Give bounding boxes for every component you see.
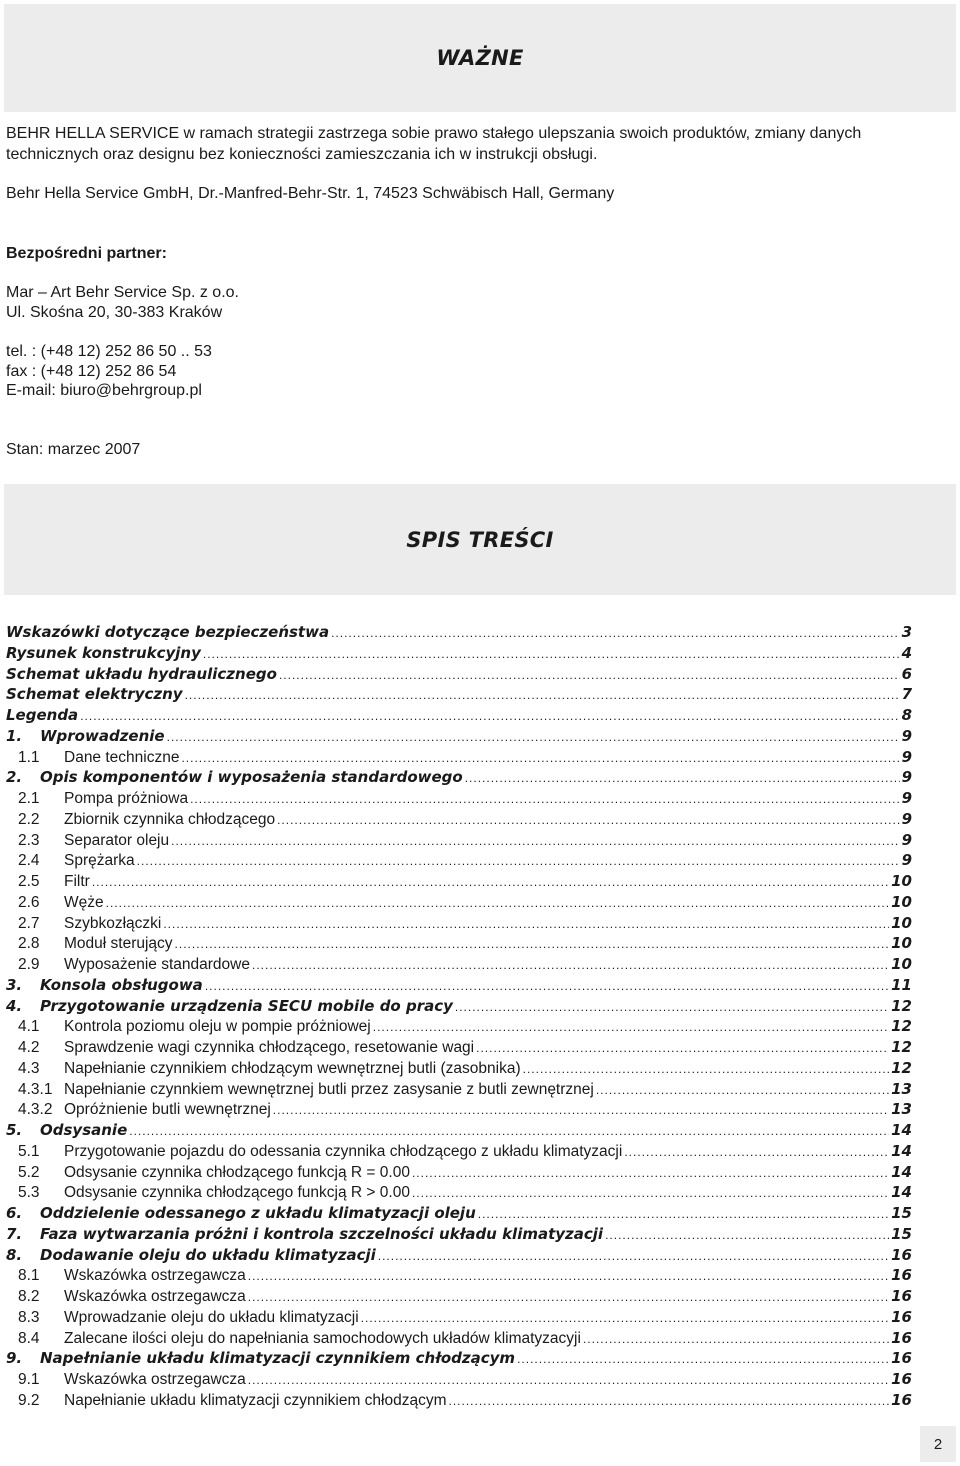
company-address: Behr Hella Service GmbH, Dr.-Manfred-Behr-Str. 1, 74523 Schwäbisch Hall, Germany xyxy=(6,185,615,202)
toc-leader-dots xyxy=(171,831,899,852)
toc-entry[interactable] xyxy=(6,1182,912,1203)
toc-entry-number: 2.8 xyxy=(18,935,40,953)
toc-entry[interactable] xyxy=(6,892,912,913)
page-title: WAŻNE xyxy=(436,46,524,70)
notice-line-2: technicznych oraz designu bez konieczności zamieszczania ich w instrukcji obsługi. xyxy=(6,146,598,163)
toc-entry-page: 10 xyxy=(891,934,912,953)
toc-leader-dots xyxy=(517,1349,889,1370)
toc-entry-number: 8.2 xyxy=(18,1288,40,1305)
toc-entry-label: Wyposażenie standardowe xyxy=(64,956,250,973)
toc-entry[interactable] xyxy=(6,767,912,788)
toc-entry-page: 10 xyxy=(891,913,912,932)
toc-entry-number: 2.7 xyxy=(18,914,40,932)
toc-entry-page: 16 xyxy=(891,1287,912,1305)
partner-street: Ul. Skośna 20, 30-383 Kraków xyxy=(6,304,223,321)
toc-entry-label: Odsysanie czynnika chłodzącego funkcją R > 0.00 xyxy=(64,1184,410,1202)
toc-leader-dots xyxy=(605,1225,889,1246)
toc-leader-dots xyxy=(137,851,900,872)
toc-entry-page: 7 xyxy=(901,685,912,704)
toc-entry-page: 12 xyxy=(891,996,912,1015)
table-of-contents xyxy=(6,622,912,1411)
toc-entry-number: 4.2 xyxy=(18,1039,40,1056)
toc-entry[interactable] xyxy=(6,1390,912,1411)
toc-banner xyxy=(4,484,956,595)
toc-entry-label: Napełnianie układu klimatyzacji czynnikiem chłodzącym xyxy=(40,1349,516,1368)
document-status: Stan: marzec 2007 xyxy=(6,441,141,458)
toc-entry-page: 16 xyxy=(891,1328,912,1347)
email-link[interactable]: E-mail: biuro@behrgroup.pl xyxy=(6,382,202,399)
notice-line-1: BEHR HELLA SERVICE w ramach strategii zastrzega sobie prawo stałego ulepszania swoich produktów, zmiany danych xyxy=(6,125,862,142)
toc-entry-number: 4.3 xyxy=(18,1059,40,1077)
toc-entry-label: Filtr xyxy=(64,873,90,890)
toc-entry-page: 15 xyxy=(891,1224,912,1243)
toc-entry[interactable] xyxy=(6,830,912,851)
toc-leader-dots xyxy=(190,789,899,810)
toc-entry[interactable] xyxy=(6,1058,912,1079)
toc-entry-page: 11 xyxy=(891,975,912,994)
toc-entry-label: Napełnianie czynnkiem wewnętrznej butli przez zasysanie z butli zewnętrznej xyxy=(64,1080,594,1098)
toc-entry[interactable] xyxy=(6,1120,912,1141)
toc-entry[interactable] xyxy=(6,1245,912,1266)
toc-entry-label: Dodawanie oleju do układu klimatyzacji xyxy=(40,1245,376,1264)
partner-heading: Bezpośredni partner: xyxy=(6,245,167,262)
toc-entry-page: 16 xyxy=(891,1370,912,1388)
toc-entry[interactable] xyxy=(6,684,912,705)
toc-entry-label: Wskazówki dotyczące bezpieczeństwa xyxy=(6,623,330,641)
toc-entry-number: 2.1 xyxy=(18,790,40,807)
toc-entry-number: 2.2 xyxy=(18,810,40,828)
toc-entry-page: 9 xyxy=(901,789,912,807)
toc-entry[interactable] xyxy=(6,850,912,871)
toc-leader-dots xyxy=(596,1080,889,1101)
toc-entry-page: 9 xyxy=(901,809,912,828)
toc-leader-dots xyxy=(248,1287,889,1308)
toc-entry-number: 4.3.2 xyxy=(18,1101,53,1119)
toc-entry-label: Węże xyxy=(64,893,104,911)
toc-entry-page: 9 xyxy=(901,768,912,787)
toc-entry-number: 8.4 xyxy=(18,1329,40,1347)
toc-entry-number: 7. xyxy=(6,1224,23,1243)
toc-entry-page: 10 xyxy=(891,892,912,911)
partner-name: Mar – Art Behr Service Sp. z o.o. xyxy=(6,284,239,301)
toc-entry-number: 4. xyxy=(6,996,23,1015)
toc-leader-dots xyxy=(248,1266,889,1287)
toc-entry-page: 9 xyxy=(901,747,912,766)
toc-entry-label: Wprowadzanie oleju do układu klimatyzacji xyxy=(64,1308,359,1326)
toc-entry-page: 9 xyxy=(901,726,912,745)
toc-entry-label: Napełnianie czynnikiem chłodzącym wewnętrznej butli (zasobnika) xyxy=(64,1059,521,1077)
toc-entry[interactable] xyxy=(6,622,912,643)
toc-entry-label: Moduł sterujący xyxy=(64,935,173,953)
toc-leader-dots xyxy=(181,748,899,769)
toc-leader-dots xyxy=(412,1183,889,1204)
toc-entry-number: 1. xyxy=(6,726,23,745)
toc-entry[interactable] xyxy=(6,1203,912,1224)
toc-entry-label: Legenda xyxy=(6,706,79,724)
toc-entry[interactable] xyxy=(6,1016,912,1037)
toc-entry-number: 2.3 xyxy=(18,831,40,849)
toc-entry-page: 9 xyxy=(901,830,912,849)
toc-entry-number: 9. xyxy=(6,1349,23,1368)
toc-entry-label: Dane techniczne xyxy=(64,748,180,766)
toc-leader-dots xyxy=(273,1100,889,1121)
toc-leader-dots xyxy=(331,623,899,644)
toc-entry-label: Opis komponentów i wyposażenia standardowego xyxy=(40,768,463,787)
toc-entry-label: Rysunek konstrukcyjny xyxy=(6,643,201,662)
toc-entry[interactable] xyxy=(6,664,912,685)
toc-entry-number: 8.3 xyxy=(18,1308,40,1326)
toc-entry-label: Sprawdzenie wagi czynnika chłodzącego, resetowanie wagi xyxy=(64,1039,475,1056)
toc-entry-page: 8 xyxy=(901,706,912,724)
toc-leader-dots xyxy=(203,644,900,665)
toc-leader-dots xyxy=(455,997,889,1018)
toc-entry[interactable] xyxy=(6,933,912,954)
toc-entry[interactable] xyxy=(6,1307,912,1328)
toc-leader-dots xyxy=(523,1059,890,1080)
toc-entry[interactable] xyxy=(6,643,912,664)
toc-entry-label: Konsola obsługowa xyxy=(40,975,203,994)
toc-entry-page: 3 xyxy=(901,623,912,641)
toc-entry[interactable] xyxy=(6,1224,912,1245)
toc-entry[interactable] xyxy=(6,1348,912,1369)
toc-entry-label: Odsysanie czynnika chłodzącego funkcją R = 0.00 xyxy=(64,1163,410,1181)
toc-leader-dots xyxy=(92,872,889,893)
toc-entry-label: Zbiornik czynnika chłodzącego xyxy=(64,810,276,828)
toc-leader-dots xyxy=(476,1038,889,1059)
toc-entry-number: 4.1 xyxy=(18,1018,40,1036)
toc-entry-label: Zalecane ilości oleju do napełniania samochodowych układów klimatyzacyji xyxy=(64,1329,581,1347)
toc-entry-label: Odsysanie xyxy=(40,1121,128,1139)
toc-entry-number: 1.1 xyxy=(18,748,40,766)
toc-entry-page: 16 xyxy=(891,1266,912,1285)
toc-leader-dots xyxy=(583,1329,889,1350)
toc-entry-page: 6 xyxy=(901,664,912,683)
toc-entry-page: 13 xyxy=(891,1100,912,1119)
toc-entry-label: Wskazówka ostrzegawcza xyxy=(64,1288,246,1305)
toc-entry-label: Napełnianie układu klimatyzacji czynnikiem chłodzącym xyxy=(64,1391,447,1409)
toc-entry-label: Schemat elektryczny xyxy=(6,685,183,704)
toc-entry[interactable] xyxy=(6,954,912,975)
toc-leader-dots xyxy=(175,934,890,955)
toc-leader-dots xyxy=(465,768,900,789)
toc-entry-page: 4 xyxy=(901,643,912,662)
toc-entry[interactable] xyxy=(6,913,912,934)
toc-entry-number: 2.9 xyxy=(18,956,40,973)
toc-entry-number: 8. xyxy=(6,1245,23,1264)
toc-entry-number: 5.2 xyxy=(18,1163,40,1181)
toc-entry-label: Opróżnienie butli wewnętrznej xyxy=(64,1101,271,1119)
toc-entry-number: 2.6 xyxy=(18,893,40,911)
toc-leader-dots xyxy=(163,914,889,935)
toc-entry-number: 9.1 xyxy=(18,1371,40,1388)
toc-entry[interactable] xyxy=(6,1079,912,1100)
toc-entry-number: 6. xyxy=(6,1204,23,1222)
toc-entry-label: Oddzielenie odessanego z układu klimatyzacji oleju xyxy=(40,1204,476,1222)
toc-entry-label: Faza wytwarzania próżni i kontrola szczelności układu klimatyzacji xyxy=(40,1224,604,1243)
toc-leader-dots xyxy=(129,1121,889,1142)
toc-entry[interactable] xyxy=(6,996,912,1017)
toc-leader-dots xyxy=(80,706,899,727)
toc-entry-label: Schemat układu hydraulicznego xyxy=(6,664,277,683)
toc-leader-dots xyxy=(248,1370,889,1391)
toc-entry-page: 16 xyxy=(891,1307,912,1326)
toc-title: SPIS TREŚCI xyxy=(406,527,554,552)
toc-entry-number: 5. xyxy=(6,1121,23,1139)
toc-entry-page: 13 xyxy=(891,1079,912,1098)
toc-entry-number: 9.2 xyxy=(18,1391,40,1409)
toc-leader-dots xyxy=(361,1308,889,1329)
page-number: 2 xyxy=(920,1426,956,1462)
toc-entry-label: Sprężarka xyxy=(64,852,135,870)
toc-entry-page: 14 xyxy=(891,1121,912,1139)
toc-entry-number: 2.4 xyxy=(18,852,40,870)
toc-leader-dots xyxy=(624,1142,889,1163)
toc-entry-page: 12 xyxy=(891,1058,912,1077)
toc-entry[interactable] xyxy=(6,1265,912,1286)
toc-leader-dots xyxy=(106,893,890,914)
toc-leader-dots xyxy=(478,1204,889,1225)
toc-entry[interactable] xyxy=(6,1037,912,1058)
toc-entry-page: 14 xyxy=(891,1141,912,1160)
toc-entry-number: 3. xyxy=(6,975,23,994)
toc-entry-number: 2.5 xyxy=(18,873,40,890)
toc-leader-dots xyxy=(167,727,900,748)
toc-entry-page: 9 xyxy=(901,851,912,870)
toc-entry-label: Wprowadzenie xyxy=(40,726,165,745)
toc-entry-page: 16 xyxy=(891,1390,912,1409)
toc-entry[interactable] xyxy=(6,1162,912,1183)
toc-entry-label: Separator oleju xyxy=(64,831,170,849)
header-banner xyxy=(4,4,956,112)
toc-leader-dots xyxy=(205,976,889,997)
toc-leader-dots xyxy=(277,810,899,831)
toc-entry-page: 16 xyxy=(891,1245,912,1264)
toc-entry-number: 5.3 xyxy=(18,1184,40,1202)
toc-entry[interactable] xyxy=(6,809,912,830)
toc-entry-label: Przygotowanie pojazdu do odessania czynnika chłodzącego z układu klimatyzacji xyxy=(64,1142,623,1160)
toc-entry-label: Szybkozłączki xyxy=(64,914,162,932)
toc-leader-dots xyxy=(185,685,900,706)
toc-entry[interactable] xyxy=(6,747,912,768)
toc-entry-page: 12 xyxy=(891,1017,912,1036)
toc-entry[interactable] xyxy=(6,975,912,996)
toc-leader-dots xyxy=(373,1017,889,1038)
phone-number: tel. : (+48 12) 252 86 50 .. 53 xyxy=(6,343,212,360)
toc-leader-dots xyxy=(449,1391,890,1412)
toc-entry-page: 12 xyxy=(891,1038,912,1056)
toc-entry[interactable] xyxy=(6,705,912,726)
toc-entry[interactable] xyxy=(6,726,912,747)
toc-entry-page: 14 xyxy=(891,1183,912,1202)
toc-entry-number: 5.1 xyxy=(18,1142,40,1160)
toc-leader-dots xyxy=(378,1246,889,1267)
toc-leader-dots xyxy=(412,1163,889,1184)
toc-entry-page: 14 xyxy=(891,1162,912,1181)
toc-entry[interactable] xyxy=(6,871,912,892)
toc-entry[interactable] xyxy=(6,1369,912,1390)
toc-leader-dots xyxy=(252,955,889,976)
toc-entry-label: Kontrola poziomu oleju w pompie próżniowej xyxy=(64,1018,371,1036)
toc-entry-label: Przygotowanie urządzenia SECU mobile do pracy xyxy=(40,996,453,1015)
toc-entry[interactable] xyxy=(6,788,912,809)
toc-entry[interactable] xyxy=(6,1328,912,1349)
toc-entry[interactable] xyxy=(6,1286,912,1307)
toc-entry[interactable] xyxy=(6,1141,912,1162)
toc-entry[interactable] xyxy=(6,1099,912,1120)
toc-entry-label: Wskazówka ostrzegawcza xyxy=(64,1371,246,1388)
toc-entry-label: Pompa próżniowa xyxy=(64,790,189,807)
toc-entry-page: 16 xyxy=(891,1349,912,1368)
toc-entry-number: 2. xyxy=(6,768,23,787)
toc-leader-dots xyxy=(279,665,900,686)
toc-entry-number: 8.1 xyxy=(18,1267,40,1285)
fax-number: fax : (+48 12) 252 86 54 xyxy=(6,363,177,380)
toc-entry-page: 10 xyxy=(891,955,912,973)
toc-entry-page: 10 xyxy=(891,872,912,890)
toc-entry-label: Wskazówka ostrzegawcza xyxy=(64,1267,246,1285)
toc-entry-number: 4.3.1 xyxy=(18,1080,53,1098)
toc-entry-page: 15 xyxy=(891,1204,912,1222)
